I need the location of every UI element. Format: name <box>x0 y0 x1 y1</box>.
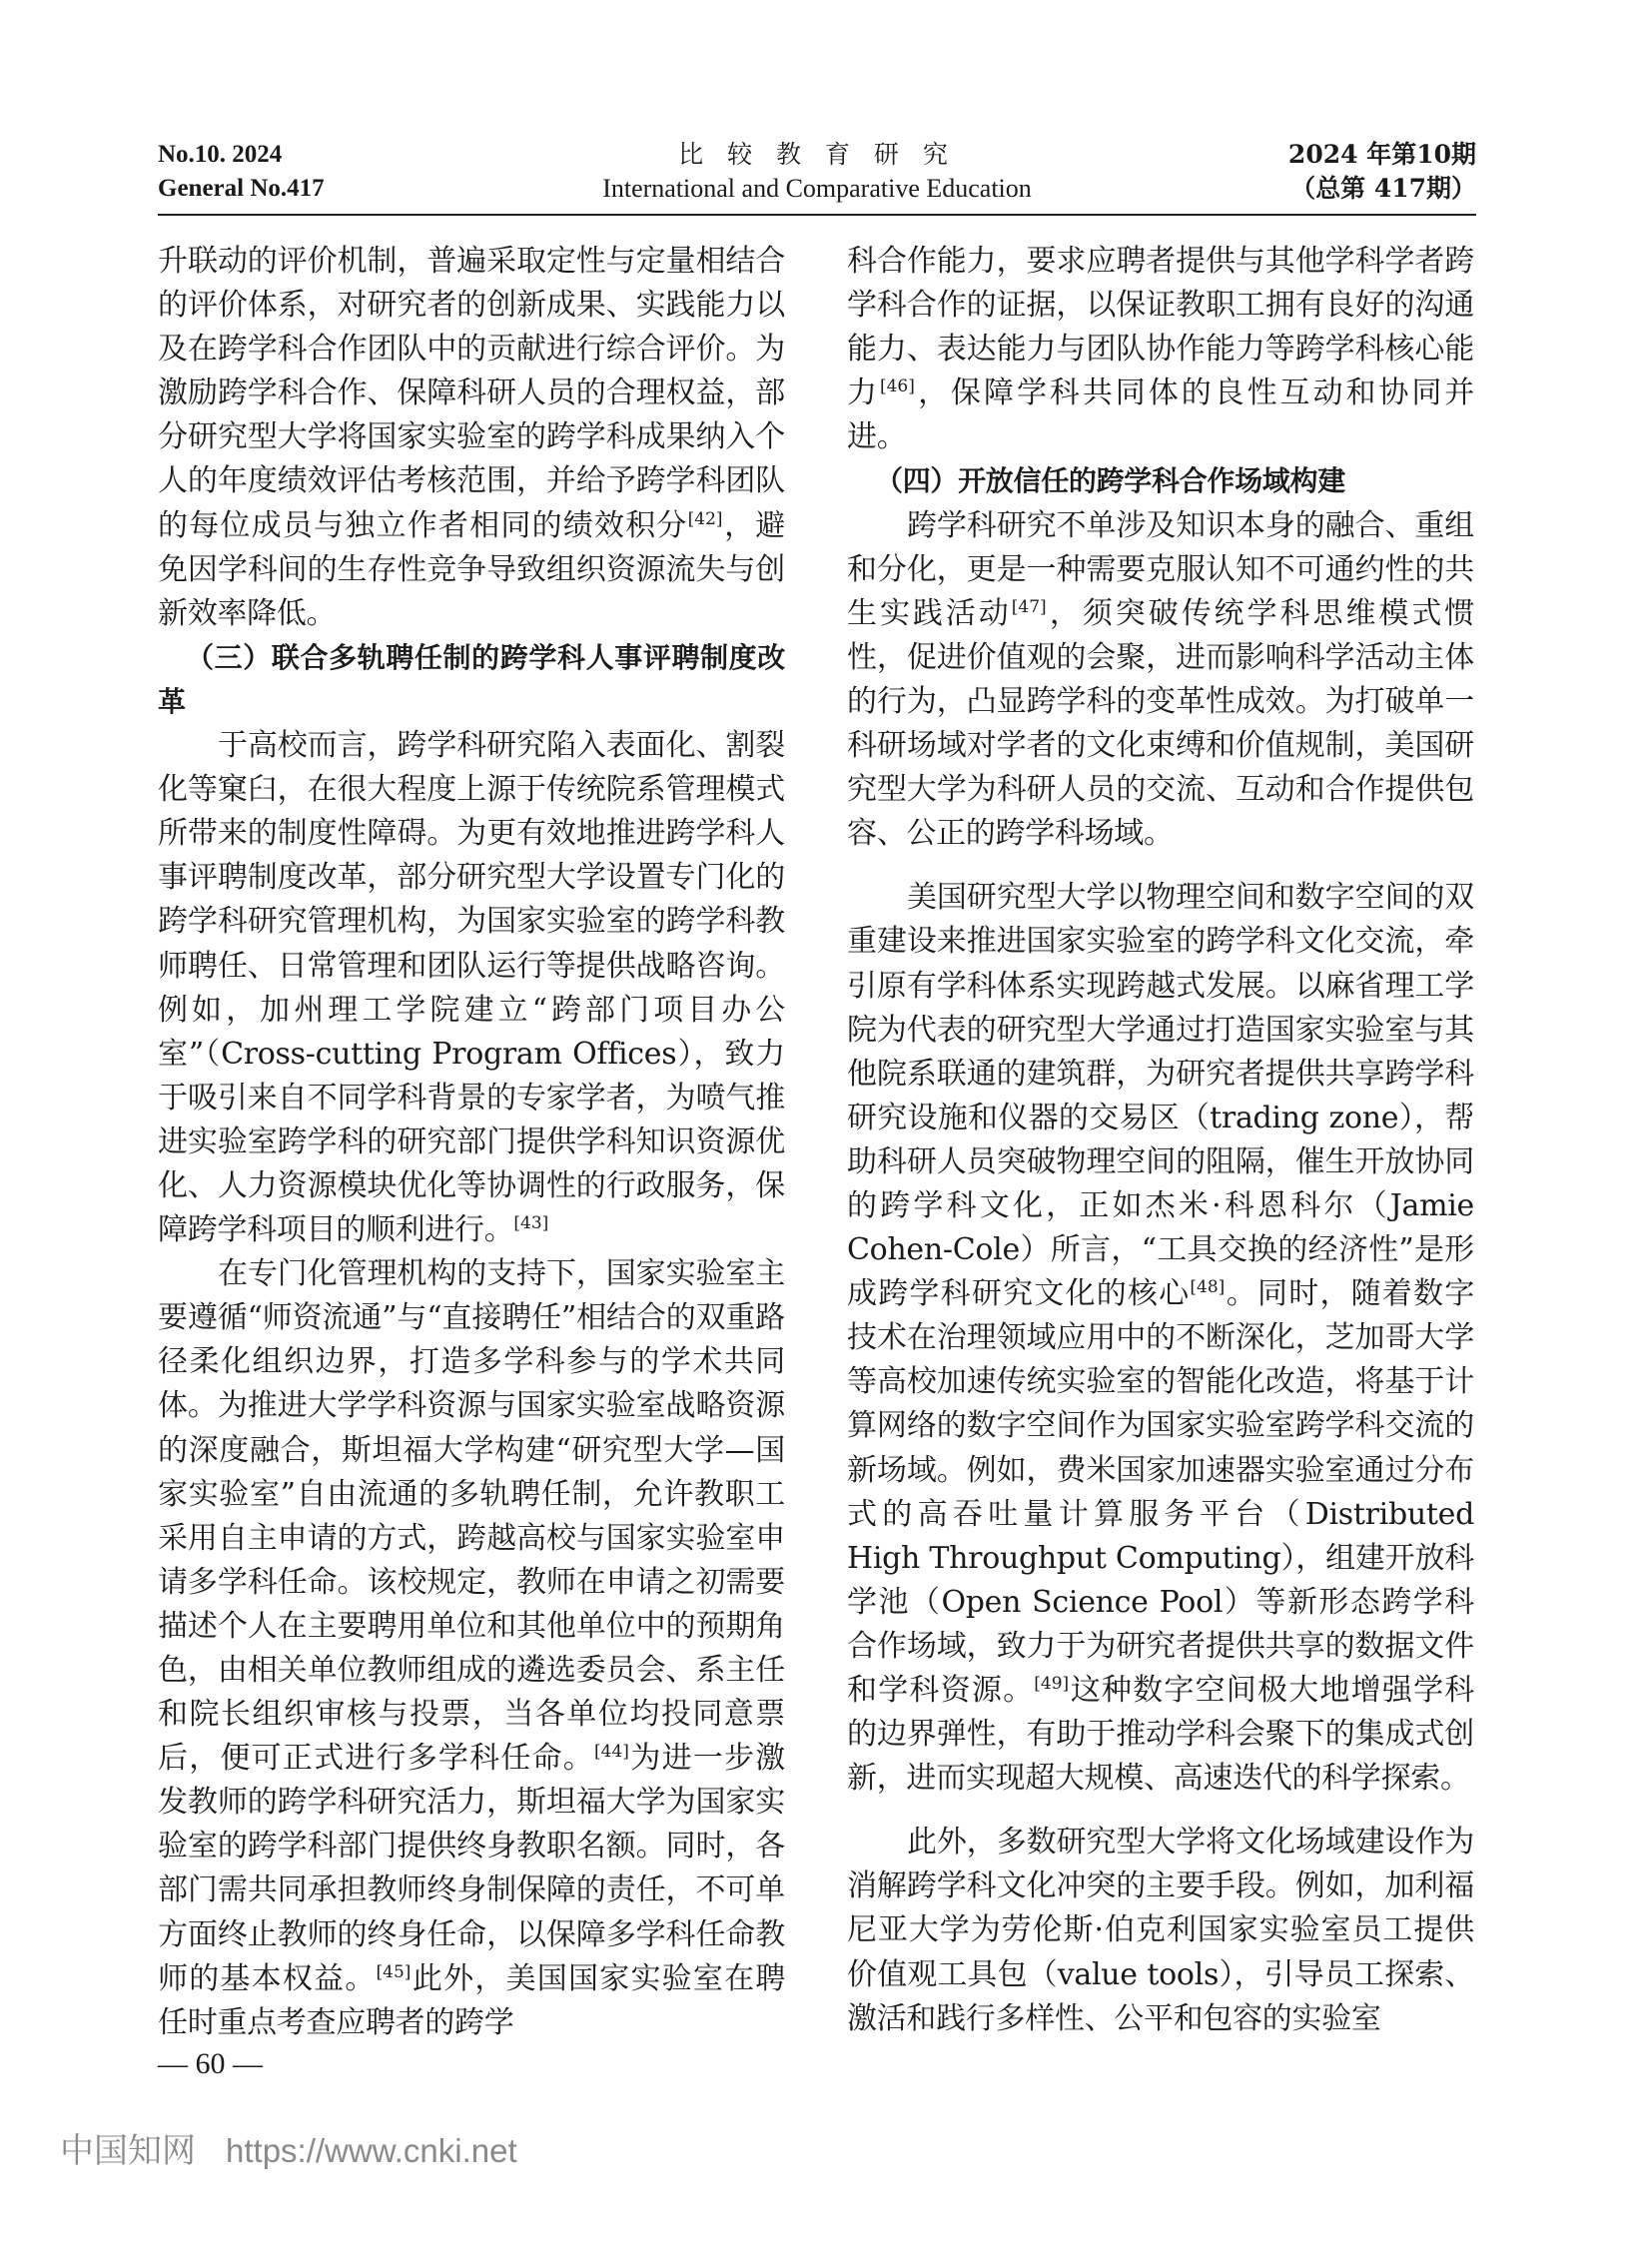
general-number: General No.417 <box>158 175 325 202</box>
paragraph: 此外，多数研究型大学将文化场域建设作为消解跨学科文化冲突的主要手段。例如，加利福尼亚大学为劳伦斯·伯克利国家实验室员工提供价值观工具包（value tools），引导员工探索、激活和践行多样性、公平和包容的实验室 <box>847 1825 1474 2036</box>
paragraph: 于高校而言，跨学科研究陷入表面化、割裂化等窠臼，在很大程度上源于传统院系管理模式所带来的制度性障碍。为更有效地推进跨学科人事评聘制度改革，部分研究型大学设置专门化的跨学科研究管理机构，为国家实验室的跨学科教师聘任、日常管理和团队运行等提供战略咨询。例如，加州理工学院建立“跨部门项目办公室”（Cross-cutting Program Offices），致力于吸引来自不同学科背景的专家学者，为喷气推进实验室跨学科的研究部门提供学科知识资源优化、人力资源模块优化等协调性的行政服务，保障跨学科项目的顺利进行。[43] <box>158 728 785 1248</box>
citation[interactable]: [44] <box>594 1742 629 1763</box>
journal-title-en: International and Comparative Education <box>602 174 1032 203</box>
paragraph: 升联动的评价机制，普遍采取定性与定量相结合的评价体系，对研究者的创新成果、实践能力以及在跨学科合作团队中的贡献进行综合评价。为激励跨学科合作、保障科研人员的合理权益，部分研究型大学将国家实验室的跨学科成果纳入个人的年度绩效评估考核范围，并给予跨学科团队的每位成员与独立作者相同的绩效积分[42]，避免因学科间的生存性竞争导致组织资源流失与创新效率降低。 <box>158 244 785 631</box>
header-center <box>158 138 1476 206</box>
paragraph: 科合作能力，要求应聘者提供与其他学科学者跨学科合作的证据，以保证教职工拥有良好的沟通能力、表达能力与团队协作能力等跨学科核心能力[46]，保障学科共同体的良性互动和协同并进。 <box>847 244 1474 455</box>
citation[interactable]: [48] <box>1190 1277 1226 1298</box>
citation[interactable]: [47] <box>1011 596 1047 617</box>
citation[interactable]: [49] <box>1034 1674 1070 1694</box>
citation[interactable]: [46] <box>879 376 915 397</box>
citation[interactable]: [43] <box>513 1213 549 1234</box>
paragraph: 在专门化管理机构的支持下，国家实验室主要遵循“师资流通”与“直接聘任”相结合的双重路径柔化组织边界，打造多学科参与的学术共同体。为推进大学学科资源与国家实验室战略资源的深度融合，斯坦福大学构建“研究型大学—国家实验室”自由流通的多轨聘任制，允许教职工采用自主申请的方式，跨越高校与国家实验室申请多学科任命。该校规定，教师在申请之初需要描述个人在主要聘用单位和其他单位中的预期角色，由相关单位教师组成的遴选委员会、系主任和院长组织审核与投票，当各单位均投同意票后，便可正式进行多学科任命。[44]为进一步激发教师的跨学科研究活力，斯坦福大学为国家实验室的跨学科部门提供终身教职名额。同时，各部门需共同承担教师终身制保障的责任，不可单方面终止教师的终身任命，以保障多学科任命教师的基本权益。[45]此外，美国国家实验室在聘任时重点考查应聘者的跨学 <box>158 1256 785 2040</box>
section-heading-4: （四）开放信任的跨学科合作场域构建 <box>875 464 1345 498</box>
citation[interactable]: [42] <box>687 508 723 529</box>
page-number: — 60 — <box>158 2047 263 2080</box>
journal-title-cn: 比 较 教 育 研 究 <box>678 140 956 169</box>
issue-number-en: No.10. 2024 <box>158 141 283 168</box>
citation[interactable]: [45] <box>376 1961 412 1982</box>
header-rule <box>158 214 1476 216</box>
total-number-cn: （总第 417期） <box>1290 174 1476 203</box>
running-header <box>158 138 1476 216</box>
issue-number-cn: 2024 年第10期 <box>1287 140 1476 169</box>
paragraph: 跨学科研究不单涉及知识本身的融合、重组和分化，更是一种需要克服认知不可通约性的共生实践活动[47]，须突破传统学科思维模式惯性，促进价值观的会聚，进而影响科学活动主体的行为，凸显跨学科的变革性成效。为打破单一科研场域对学者的文化束缚和价值规制，美国研究型大学为科研人员的交流、互动和合作提供包容、公正的跨学科场域。 <box>847 507 1474 852</box>
paragraph: 美国研究型大学以物理空间和数字空间的双重建设来推进国家实验室的跨学科文化交流，牵引原有学科体系实现跨越式发展。以麻省理工学院为代表的研究型大学通过打造国家实验室与其他院系联通的建筑群，为研究者提供共享跨学科研究设施和仪器的交易区（trading zone），帮助科研人员突破物理空间的阻隔，催生开放协同的跨学科文化，正如杰米·科恩科尔（Jamie Cohen-Cole）所言，“工具交换的经济性”是形成跨学科研究文化的核心[48]。同时，随着数字技术在治理领域应用中的不断深化，芝加哥大学等高校加速传统实验室的智能化改造，将基于计算网络的数字空间作为国家实验室跨学科交流的新场域。例如，费米国家加速器实验室通过分布式的高吞吐量计算服务平台（Distributed High Throughput Computing），组建开放科学池（Open Science Pool）等新形态跨学科合作场域，致力于为研究者提供共享的数据文件和学科资源。[49]这种数字空间极大地增强学科的边界弹性，有助于推动学科会聚下的集成式创新，进而实现超大规模、高速迭代的科学探索。 <box>847 880 1474 1797</box>
right-column <box>847 240 1474 2041</box>
cnki-logo-text: 中国知网 <box>60 2131 196 2171</box>
footer-watermark <box>60 2123 517 2172</box>
left-column <box>158 240 785 2045</box>
cnki-url[interactable]: https://www.cnki.net <box>226 2132 517 2169</box>
header-right <box>1288 138 1476 206</box>
section-heading-3: （三）联合多轨聘任制的跨学科人事评聘制度改革 <box>158 640 785 718</box>
